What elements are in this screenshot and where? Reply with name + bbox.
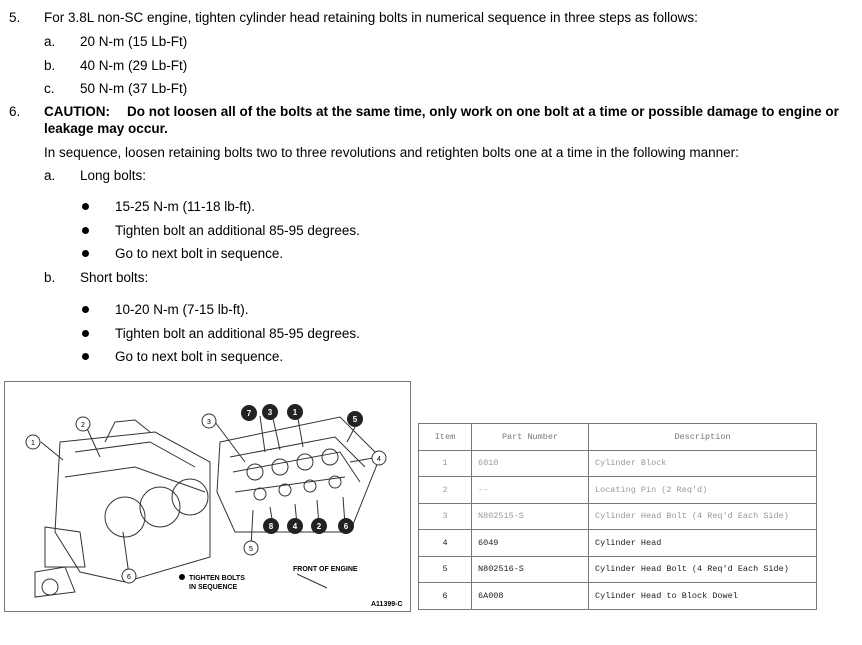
figure-id: A11399-C xyxy=(371,601,403,608)
cylinder-bore xyxy=(140,487,180,527)
table-row xyxy=(419,450,817,477)
col-header-part-number: Part Number xyxy=(472,424,589,451)
bullet-icon xyxy=(82,330,89,337)
long-bolts-letter: a. xyxy=(44,168,56,183)
legend-line-2: IN SEQUENCE xyxy=(189,584,238,591)
part-number-cell: 6010 xyxy=(472,450,589,477)
long-bolts-label: Long bolts: xyxy=(80,168,147,183)
short-bolts-step-2: Tighten bolt an additional 85-95 degrees. xyxy=(115,326,360,341)
part-number-cell: N802516-S xyxy=(472,556,589,583)
description-cell: Cylinder Head Bolt (4 Req'd Each Side) xyxy=(589,503,817,530)
engine-illustration xyxy=(5,382,410,611)
parts-table-header-row xyxy=(419,424,817,451)
long-bolts-step-3: Go to next bolt in sequence. xyxy=(115,246,284,261)
item-cell: 5 xyxy=(419,556,472,583)
item-cell: 2 xyxy=(419,477,472,504)
parts-table xyxy=(418,423,817,610)
callout-3-label: 3 xyxy=(207,419,211,426)
step-5c-text: 50 N-m (37 Lb-Ft) xyxy=(80,81,188,96)
callout-6-label: 6 xyxy=(127,574,131,581)
table-row xyxy=(419,530,817,557)
description-cell: Cylinder Head to Block Dowel xyxy=(589,583,817,610)
sequence-marker-2-label: 2 xyxy=(316,522,322,531)
cylinder-block-outline xyxy=(55,432,210,582)
part-number-cell: 6A008 xyxy=(472,583,589,610)
step-6-number: 6. xyxy=(9,104,21,119)
sequence-marker-1-label: 1 xyxy=(292,408,298,417)
short-bolts-letter: b. xyxy=(44,270,56,285)
table-row xyxy=(419,503,817,530)
item-cell: 1 xyxy=(419,450,472,477)
long-bolts-step-2: Tighten bolt an additional 85-95 degrees. xyxy=(115,223,360,238)
cylinder-bore xyxy=(105,497,145,537)
callout-2-label: 2 xyxy=(81,422,85,429)
callout-1-label: 1 xyxy=(31,440,35,447)
table-row xyxy=(419,477,817,504)
caution-text-line1: Do not loosen all of the bolts at the same time, only work on one bolt at a time or possible damage to engine or xyxy=(127,104,839,119)
bullet-icon xyxy=(82,227,89,234)
bullet-icon xyxy=(82,306,89,313)
bullet-icon xyxy=(82,353,89,360)
caution-text-line2: leakage may occur. xyxy=(44,121,168,136)
callout-5-label: 5 xyxy=(249,546,253,553)
step-5b-text: 40 N-m (29 Lb-Ft) xyxy=(80,58,188,73)
sequence-marker-7-label: 7 xyxy=(246,409,252,418)
table-row xyxy=(419,583,817,610)
short-bolts-label: Short bolts: xyxy=(80,270,149,285)
part-number-cell: -- xyxy=(472,477,589,504)
table-row xyxy=(419,556,817,583)
description-cell: Cylinder Head Bolt (4 Req'd Each Side) xyxy=(589,556,817,583)
col-header-item: Item xyxy=(419,424,472,451)
step-5b-letter: b. xyxy=(44,58,56,73)
step-5a-text: 20 N-m (15 Lb-Ft) xyxy=(80,34,188,49)
sequence-marker-8-label: 8 xyxy=(268,522,274,531)
item-cell: 4 xyxy=(419,530,472,557)
long-bolts-step-1: 15-25 N-m (11-18 lb-ft). xyxy=(115,199,256,214)
front-of-engine-label: FRONT OF ENGINE xyxy=(293,566,358,573)
sequence-marker-5-label: 5 xyxy=(352,415,358,424)
item-cell: 3 xyxy=(419,503,472,530)
sequence-marker-4-label: 4 xyxy=(292,522,298,531)
step-5a-letter: a. xyxy=(44,34,56,49)
description-cell: Cylinder Head xyxy=(589,530,817,557)
legend-line-1: TIGHTEN BOLTS xyxy=(189,575,245,582)
col-header-description: Description xyxy=(589,424,817,451)
sequence-marker-3-label: 3 xyxy=(267,408,273,417)
caution-label: CAUTION: xyxy=(44,104,110,119)
bullet-icon xyxy=(82,250,89,257)
step-6-intro: In sequence, loosen retaining bolts two to three revolutions and retighten bolts one at a time in the following manner: xyxy=(44,145,739,160)
bullet-icon xyxy=(82,203,89,210)
short-bolts-step-1: 10-20 N-m (7-15 lb-ft). xyxy=(115,302,249,317)
callout-4-label: 4 xyxy=(377,456,381,463)
part-number-cell: 6049 xyxy=(472,530,589,557)
short-bolts-step-3: Go to next bolt in sequence. xyxy=(115,349,284,364)
step-5-text: For 3.8L non-SC engine, tighten cylinder head retaining bolts in numerical sequence in three steps as follows: xyxy=(44,10,698,25)
step-5-number: 5. xyxy=(9,10,21,25)
engine-bolt-sequence-figure xyxy=(4,381,411,612)
description-cell: Locating Pin (2 Req'd) xyxy=(589,477,817,504)
description-cell: Cylinder Block xyxy=(589,450,817,477)
legend-bullet-icon xyxy=(179,574,185,580)
item-cell: 6 xyxy=(419,583,472,610)
sequence-marker-6-label: 6 xyxy=(343,522,349,531)
part-number-cell: N802515-S xyxy=(472,503,589,530)
step-5c-letter: c. xyxy=(44,81,55,96)
